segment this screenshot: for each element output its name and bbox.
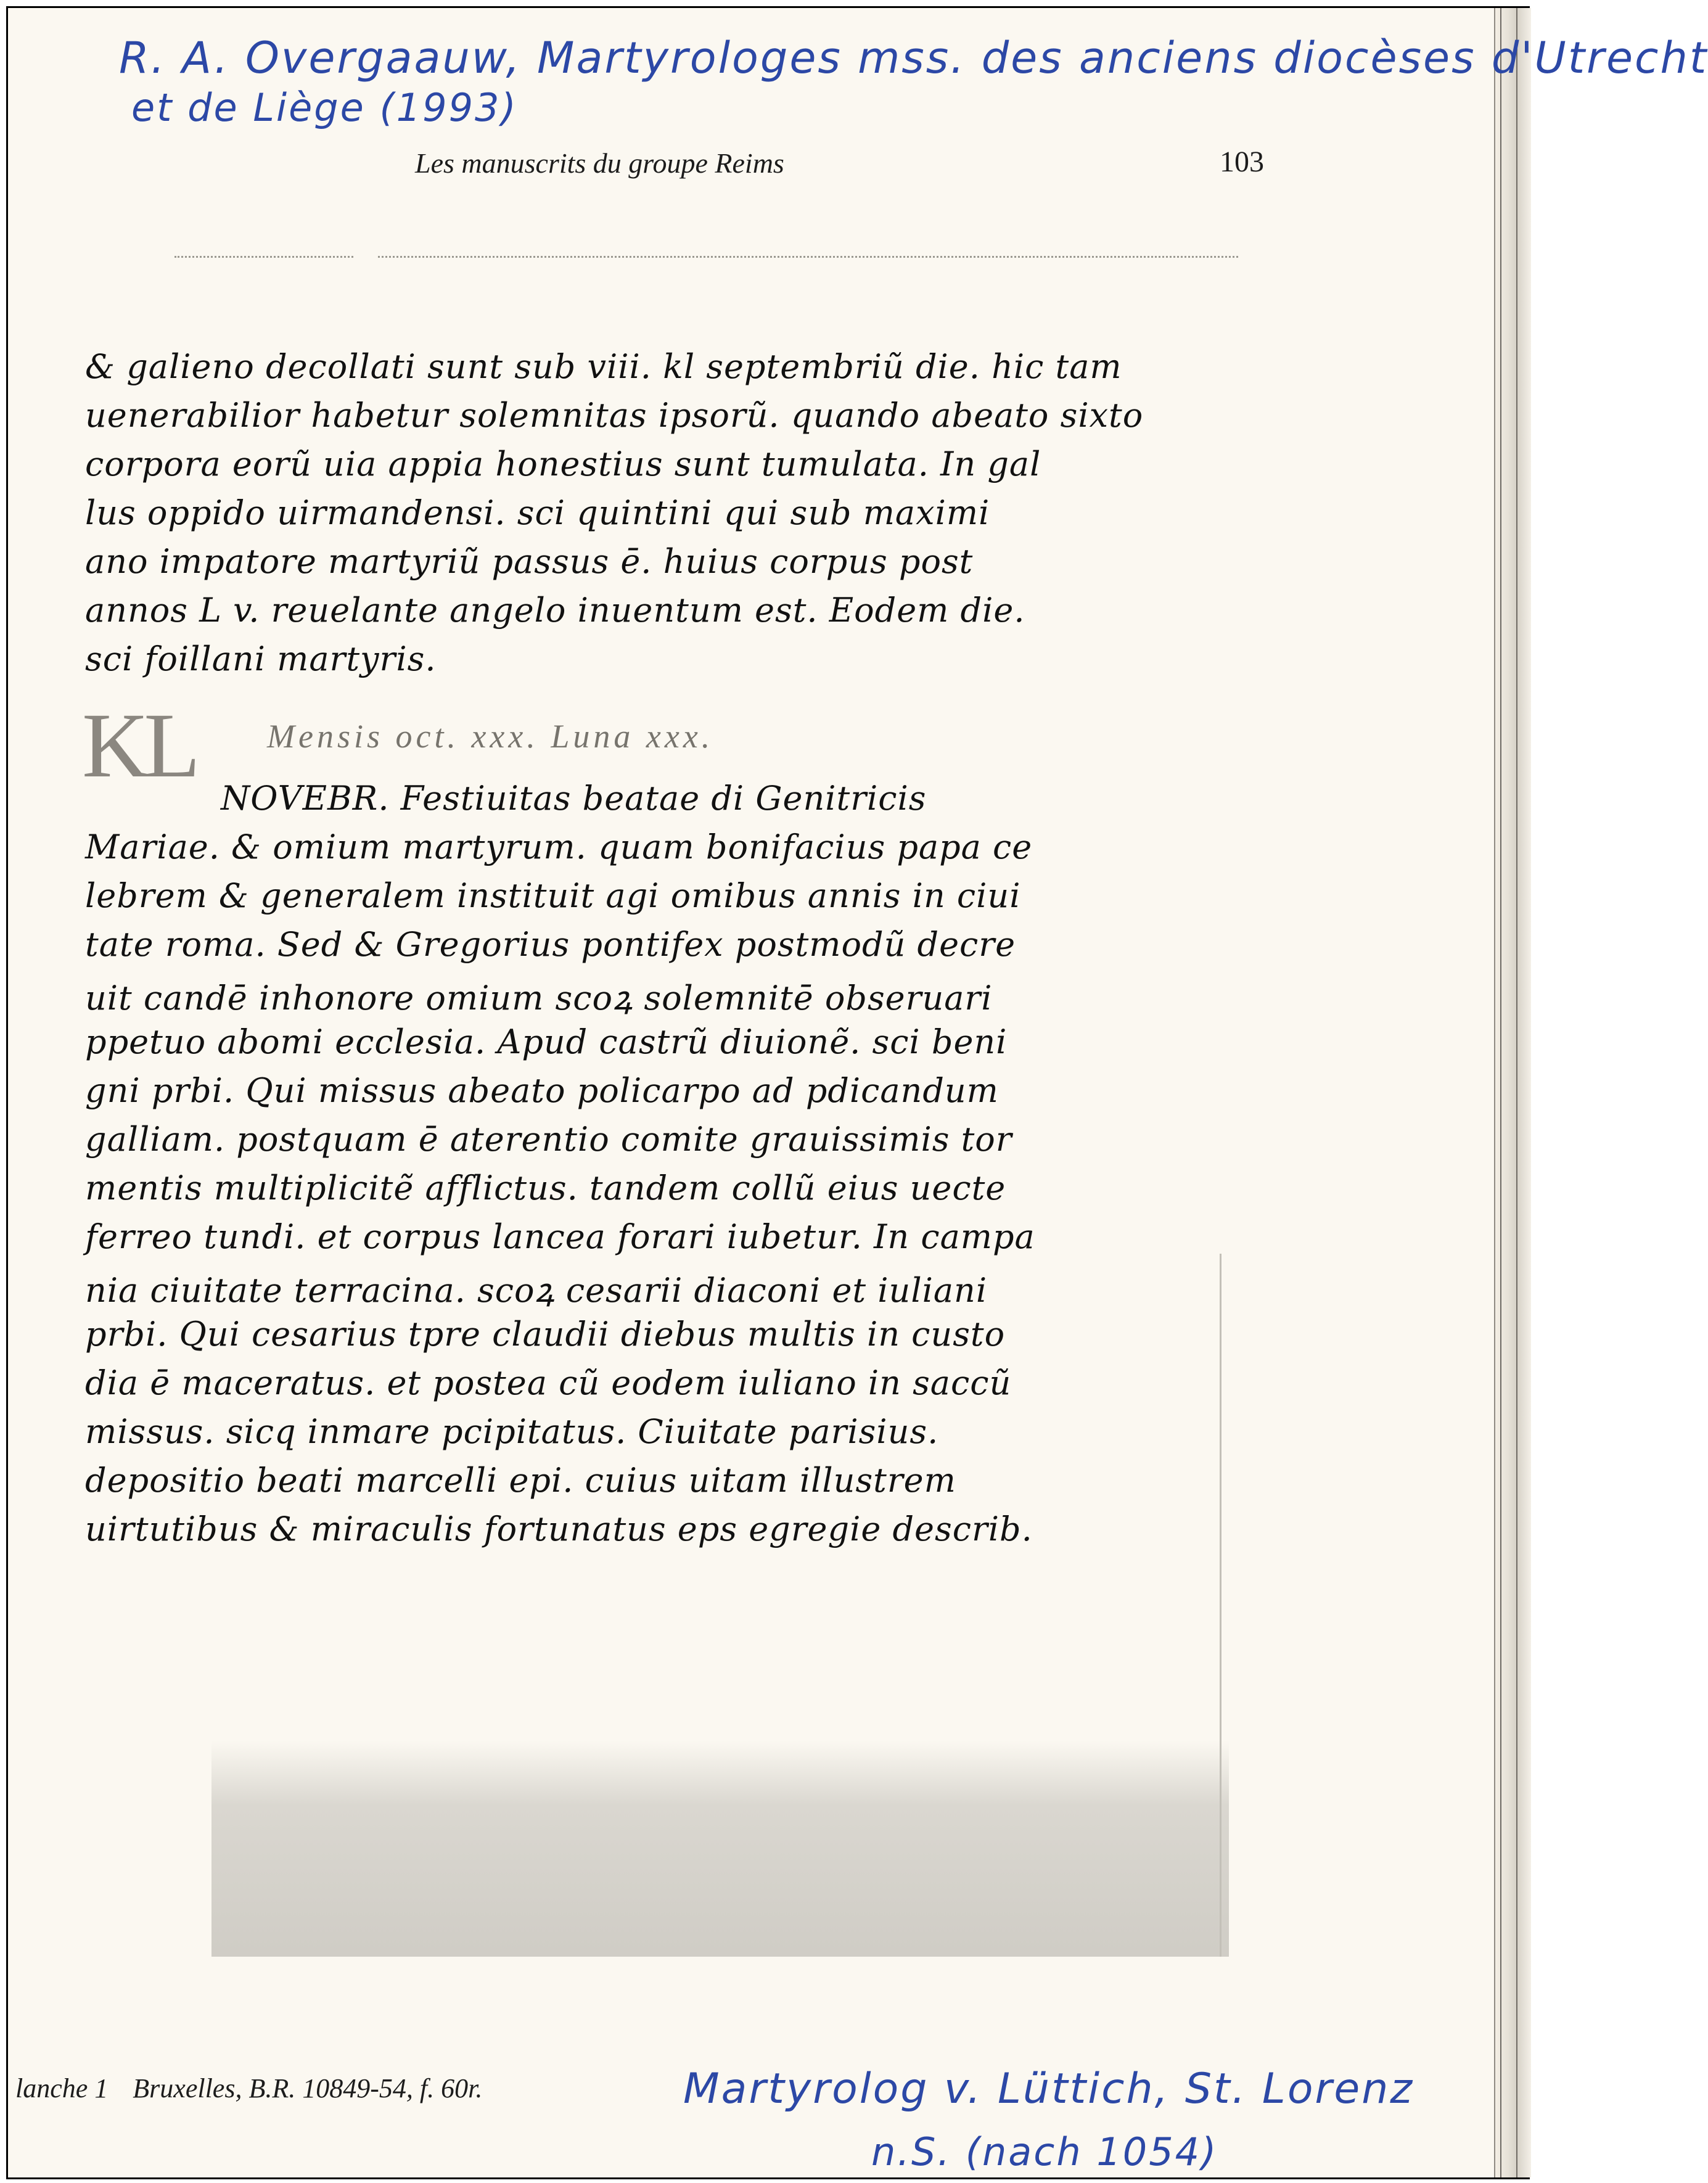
handwritten-note-bottom-continued: n.S. (nach 1054) [871, 2129, 1218, 2174]
manuscript-line: dia ē maceratus. et postea cũ eodem iuliano in saccũ [85, 1363, 1012, 1402]
header-rule [174, 256, 353, 258]
manuscript-line: mentis multiplicitẽ afflictus. tandem collũ eius uecte [85, 1169, 1006, 1207]
manuscript-line: tate roma. Sed & Gregorius pontifex postmodũ decre [85, 925, 1016, 964]
manuscript-gloss: Mensis oct. xxx. Luna xxx. [267, 718, 714, 755]
manuscript-line: missus. sicq inmare pcipitatus. Ciuitate parisius. [85, 1412, 939, 1451]
manuscript-line: gni prbi. Qui missus abeato policarpo ad pdicandum [85, 1071, 999, 1110]
manuscript-line: nia ciuitate terracina. scoꝝ cesarii diaconi et iuliani [85, 1271, 988, 1310]
handwritten-note-bottom: Martyrolog v. Lüttich, St. Lorenz [683, 2065, 1414, 2113]
manuscript-line: lebrem & generalem instituit agi omibus annis in ciui [85, 876, 1021, 915]
plate-reference: Bruxelles, B.R. 10849-54, f. 60r. [133, 2073, 483, 2103]
handwritten-note-top: R. A. Overgaauw, Martyrologes mss. des anciens diocèses d'Utrecht [119, 33, 1708, 83]
facsimile-shadow [211, 1741, 1229, 1957]
manuscript-initial: KL [82, 694, 195, 797]
plate-label: lanche 1 [15, 2073, 109, 2103]
manuscript-facsimile [70, 347, 1229, 1944]
manuscript-line: uit candē inhonore omium scoꝝ solemnitē obseruari [85, 979, 993, 1018]
gutter-line [1516, 8, 1517, 2177]
handwritten-note-top-continued: et de Liège (1993) [131, 85, 518, 130]
gutter-line [1500, 8, 1501, 2177]
manuscript-line: & galieno decollati sunt sub viii. kl septembriũ die. hic tam [85, 347, 1122, 386]
manuscript-line: prbi. Qui cesarius tpre claudii diebus multis in custo [85, 1315, 1006, 1354]
page-number: 103 [1220, 146, 1264, 178]
running-title: Les manuscrits du groupe Reims [415, 147, 784, 179]
plate-caption [15, 2073, 482, 2104]
manuscript-line: ppetuo abomi ecclesia. Apud castrũ diuionẽ. sci beni [85, 1022, 1008, 1061]
manuscript-line: uirtutibus & miraculis fortunatus eps egregie describ. [85, 1510, 1033, 1548]
manuscript-line: NOVEBR. Festiuitas beatae di Genitricis [221, 779, 927, 818]
manuscript-line: ano impatore martyriũ passus ē. huius corpus post [85, 542, 974, 581]
manuscript-line: Mariae. & omium martyrum. quam bonifacius papa ce [85, 828, 1033, 866]
manuscript-line: sci foillani martyris. [85, 639, 437, 678]
scanned-page [6, 6, 1708, 2179]
book-gutter-shadow [1494, 8, 1531, 2177]
facsimile-edge [1220, 1254, 1221, 1957]
manuscript-line: depositio beati marcelli epi. cuius uitam illustrem [85, 1461, 956, 1500]
manuscript-line: lus oppido uirmandensi. sci quintini qui sub maximi [85, 493, 990, 532]
manuscript-line: corpora eorũ uia appia honestius sunt tumulata. In gal [85, 445, 1041, 483]
manuscript-line: uenerabilior habetur solemnitas ipsorũ. quando abeato sixto [85, 396, 1144, 435]
manuscript-line: ferreo tundi. et corpus lancea forari iubetur. In campa [85, 1217, 1035, 1256]
manuscript-line: annos L v. reuelante angelo inuentum est. Eodem die. [85, 591, 1025, 630]
header-rule [378, 256, 1238, 258]
manuscript-line: galliam. postquam ē aterentio comite grauissimis tor [85, 1120, 1012, 1159]
